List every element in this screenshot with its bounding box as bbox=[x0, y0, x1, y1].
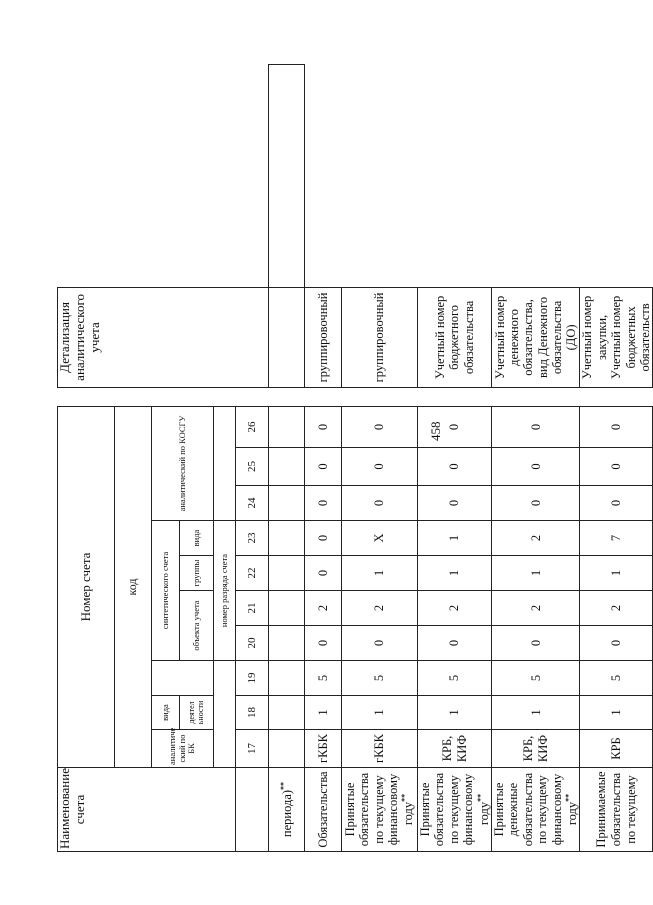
cell-bk: КРБ, КИФ bbox=[418, 730, 492, 768]
digit-24: 24 bbox=[236, 486, 269, 521]
cell-d26: 0 bbox=[418, 406, 492, 447]
cell-spacer bbox=[580, 387, 653, 406]
cell-bk: гКБК bbox=[305, 730, 342, 768]
cell-d24: 0 bbox=[580, 486, 653, 521]
cell-d23 bbox=[269, 521, 305, 556]
cell-d20: 0 bbox=[305, 626, 342, 661]
cell-d23: 0 bbox=[305, 521, 342, 556]
cell-d18: 1 bbox=[418, 696, 492, 730]
cell-d23: 2 bbox=[492, 521, 580, 556]
cell-d24: 0 bbox=[305, 486, 342, 521]
cell-d20: 0 bbox=[492, 626, 580, 661]
digit-19: 19 bbox=[236, 661, 269, 696]
digit-17: 17 bbox=[236, 730, 269, 768]
digit-21: 21 bbox=[236, 591, 269, 626]
cell-d25 bbox=[269, 448, 305, 486]
cell-d19 bbox=[269, 661, 305, 696]
header-spacer bbox=[58, 387, 305, 406]
digit-25: 25 bbox=[236, 448, 269, 486]
cell-d25: 0 bbox=[492, 448, 580, 486]
cell-spacer bbox=[492, 387, 580, 406]
cell-d18 bbox=[269, 696, 305, 730]
row-name: Принятые обязательства по текущему финансовому году** bbox=[418, 768, 492, 852]
table-row bbox=[492, 65, 580, 852]
cell-d26: 0 bbox=[305, 406, 342, 447]
cell-d25: 0 bbox=[580, 448, 653, 486]
cell-d22 bbox=[269, 556, 305, 591]
cell-d25: 0 bbox=[305, 448, 342, 486]
cell-d20 bbox=[269, 626, 305, 661]
table-row bbox=[305, 65, 342, 852]
header-name: Наименование счета bbox=[58, 768, 236, 852]
header-object: объекта учета bbox=[180, 591, 214, 661]
cell-bk: КРБ bbox=[580, 730, 653, 768]
digit-18: 18 bbox=[236, 696, 269, 730]
cell-d20: 0 bbox=[418, 626, 492, 661]
cell-d21: 2 bbox=[342, 591, 418, 626]
cell-d22: 1 bbox=[342, 556, 418, 591]
cell-d18: 1 bbox=[305, 696, 342, 730]
header-group: группы bbox=[180, 556, 214, 591]
cell-d23: 1 bbox=[418, 521, 492, 556]
row-name: Принятые денежные обязательства по текущему финансовому году** bbox=[492, 768, 580, 852]
cell-d19: 5 bbox=[305, 661, 342, 696]
cell-d25: 0 bbox=[342, 448, 418, 486]
header-name-blank bbox=[236, 768, 269, 852]
cell-detail: группировочный bbox=[342, 287, 418, 387]
table-row bbox=[418, 65, 492, 852]
cell-detail: Учетный номер денежного обязательства, вид Денежного обязательства (ДО) bbox=[492, 287, 580, 387]
cell-d22: 1 bbox=[418, 556, 492, 591]
row-name: Принятые обязательства по текущему финансовому году** bbox=[342, 768, 418, 852]
header-kind: вида bbox=[180, 521, 214, 556]
digit-26: 26 bbox=[236, 406, 269, 447]
header-analytic-bk: аналитиче ский по БК bbox=[152, 730, 214, 768]
cell-spacer bbox=[305, 387, 342, 406]
cell-d21: 2 bbox=[492, 591, 580, 626]
cell-spacer bbox=[418, 387, 492, 406]
header-activity: деятел ьности bbox=[180, 696, 214, 730]
cell-d19: 5 bbox=[580, 661, 653, 696]
header-digit-number: номер разряда счета bbox=[214, 521, 236, 661]
row-name: периода)** bbox=[269, 768, 305, 852]
cell-d26 bbox=[269, 406, 305, 447]
cell-d21: 2 bbox=[418, 591, 492, 626]
cell-spacer bbox=[342, 387, 418, 406]
cell-d19: 5 bbox=[492, 661, 580, 696]
cell-d21: 2 bbox=[580, 591, 653, 626]
cell-d25: 0 bbox=[418, 448, 492, 486]
cell-d19: 5 bbox=[342, 661, 418, 696]
row-name: Принимаемые обязательства по текущему bbox=[580, 768, 653, 852]
rotated-table-container bbox=[57, 64, 652, 852]
cell-d26: 0 bbox=[580, 406, 653, 447]
cell-bk bbox=[269, 730, 305, 768]
cell-detail: Учетный номер бюджетного обязательства bbox=[418, 287, 492, 387]
header-blank-left bbox=[214, 661, 236, 768]
accounts-table bbox=[57, 64, 653, 852]
header-activity-kind: вида bbox=[152, 696, 180, 730]
cell-d24: 0 bbox=[492, 486, 580, 521]
cell-d21: 2 bbox=[305, 591, 342, 626]
table-row bbox=[580, 65, 653, 852]
cell-spacer bbox=[269, 287, 305, 387]
header-code: код bbox=[115, 406, 152, 767]
cell-d23: 7 bbox=[580, 521, 653, 556]
header-analytic-kosgu: аналитический по КОСГУ bbox=[152, 406, 214, 520]
cell-d20: 0 bbox=[580, 626, 653, 661]
cell-detail bbox=[269, 65, 305, 288]
table-row bbox=[269, 65, 305, 852]
cell-d23: Х bbox=[342, 521, 418, 556]
page-number: 458 bbox=[428, 421, 443, 441]
cell-bk: гКБК bbox=[342, 730, 418, 768]
digit-20: 20 bbox=[236, 626, 269, 661]
header-blank-right bbox=[214, 406, 236, 520]
header-d19-blank bbox=[152, 661, 214, 696]
digit-23: 23 bbox=[236, 521, 269, 556]
header-detail: Детализация аналитического учета bbox=[58, 287, 269, 387]
header-account-number: Номер счета bbox=[58, 406, 115, 767]
cell-d26: 0 bbox=[342, 406, 418, 447]
cell-d22: 0 bbox=[305, 556, 342, 591]
row-name: Обязательства bbox=[305, 768, 342, 852]
cell-d24: 0 bbox=[342, 486, 418, 521]
cell-d18: 1 bbox=[492, 696, 580, 730]
cell-d18: 1 bbox=[342, 696, 418, 730]
cell-detail: Учетный номер закупки, Учетный номер бюджетных обязательств bbox=[580, 287, 653, 387]
cell-d24 bbox=[269, 486, 305, 521]
cell-d19: 5 bbox=[418, 661, 492, 696]
cell-d24: 0 bbox=[418, 486, 492, 521]
cell-bk: КРБ, КИФ bbox=[492, 730, 580, 768]
cell-d18: 1 bbox=[580, 696, 653, 730]
header-synthetic: синтетического счета bbox=[152, 521, 180, 661]
cell-d22: 1 bbox=[580, 556, 653, 591]
cell-d26: 0 bbox=[492, 406, 580, 447]
digit-22: 22 bbox=[236, 556, 269, 591]
cell-d21 bbox=[269, 591, 305, 626]
table-row bbox=[342, 65, 418, 852]
cell-d20: 0 bbox=[342, 626, 418, 661]
cell-detail: группировочный bbox=[305, 287, 342, 387]
cell-d22: 1 bbox=[492, 556, 580, 591]
